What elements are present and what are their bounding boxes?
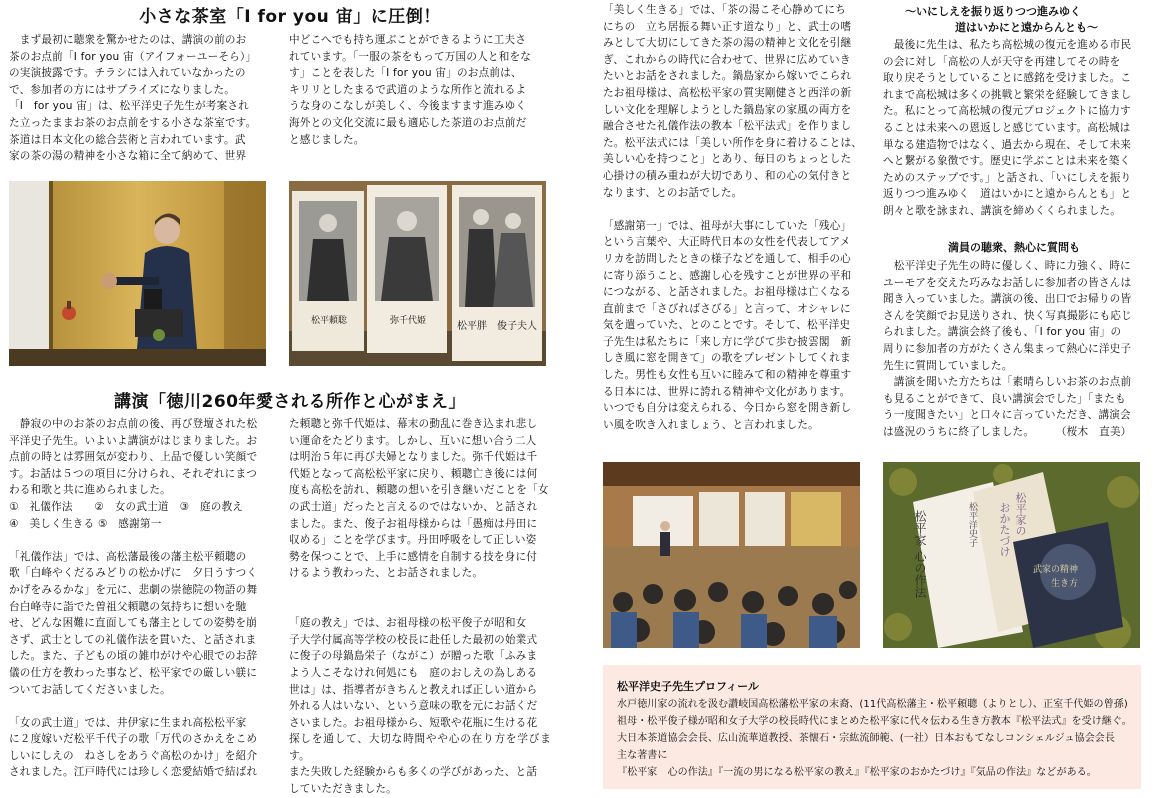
text-line: 直前まで「さびればさびる」と言って、オシャレに (603, 302, 851, 315)
text-column-6a (883, 37, 1145, 220)
text-line: た。私にとって高松城の復元プロジェクトに協力す (883, 105, 1131, 118)
text-line: い運命をたどります。しかし、互いに想い合う二人 (289, 434, 537, 447)
text-column-5 (603, 2, 863, 433)
text-line: さず、武士としての礼儀作法を貫いた、と話されま (9, 633, 257, 646)
text-line: 探しを通して、大切な時間やや心の在り方を学びます。 (289, 733, 551, 762)
text-line: よう人こそなけれ何処にも 庭のおしえの為しある (289, 666, 538, 679)
profile-line: 主な著書に (617, 750, 668, 761)
text-line: の会に対し「高松の人が天守を再建してその時を (883, 55, 1121, 68)
text-line: しき風に窓を開きて」の歌をプレゼントしてくれま (603, 352, 851, 365)
book-title-kokoro: 松平家 心の作法 (913, 510, 927, 598)
profile-line: 水戸徳川家の流れを汲む讃岐国高松藩松平家の末裔、(11代高松藩主・松平頼聰（よりとし）、正室千代姫の曾孫) (617, 699, 1128, 710)
text-line: た頼聰と弥千代姫は、幕末の動乱に巻き込まれ悲し (289, 418, 538, 430)
text-line: 「礼儀作法」では、高松藩最後の藩主松平頼聰の (9, 550, 247, 563)
text-line: れまで高松城は多くの挑戦と繁栄を経験してきまし (883, 88, 1132, 101)
text-line: ④ 美しく生きる ⑤ 感謝第一 (9, 517, 162, 530)
text-line: ついてお話してくださいました。 (9, 683, 171, 696)
text-column-4 (289, 416, 551, 798)
text-line: 勢を保つことで、上手に感情を自制する技を身に付 (289, 550, 538, 563)
text-line: しい文化を理解しようとした鍋島家の家風の両方を (603, 103, 852, 116)
blank-line (289, 599, 551, 616)
text-line: 静寂の中のお茶のお点前の後、再び登壇された松 (9, 418, 258, 430)
text-line: 海外との文化交流に最も適応した茶道のお点前だ (289, 116, 527, 129)
book-dvd-text-2: 生き方 (1051, 579, 1079, 589)
text-line: の実演披露です。チラシには入れていなかったの (9, 67, 246, 80)
profile-heading: 松平洋史子先生プロフィール (617, 680, 759, 693)
text-line: という言葉や、大正時代日本の女性を代表してアメ (603, 236, 851, 249)
blank-line (603, 201, 863, 218)
text-line: わる和歌と共に進められました。 (9, 484, 171, 497)
text-line: ぎ、これからの時代に合わせて、世界に広めていき (603, 53, 851, 66)
text-line: していただきました。 (289, 783, 397, 796)
text-line: 代姫となって高松松平家に戻り、頼聰亡き後には何 (289, 467, 538, 480)
text-line: なります、とのお話でした。 (603, 186, 743, 199)
photo-lecture-hall (603, 462, 860, 648)
text-line: 気を遣っていた、とのことです。そして、松平洋史 (603, 319, 851, 332)
profile-box (603, 665, 1141, 789)
profile-line: 『松平家 心の作法』『一流の男になる松平家の教え』『松平家のおかたづけ』『気品の作法』などがある。 (617, 767, 1097, 778)
text-line: まず最初に聴衆を驚かせたのは、講演の前のお (9, 34, 247, 46)
text-line: う一度聞きたい」と口々に言っていただき、講演会 (883, 409, 1131, 422)
article-title-lecture: 講演「徳川260年愛される所作と心がまえ」 (114, 392, 466, 412)
text-line: ました。また、俊子お祖母様からは「愚痴は丹田に (289, 517, 538, 530)
book-title-okatazuke-1: 松平家の (1014, 492, 1027, 536)
text-line: 外れる人はいない、という意味の歌を元にお話くだ (289, 700, 538, 713)
subheading-audience: 満員の聴衆、熱心に質問も (948, 241, 1080, 254)
text-line: にちの 立ち居振る舞い正す道なり」と、武士の嗜 (603, 20, 852, 33)
text-line: 子先生は私たちに「来し方に学びて歩む披雲閣 新 (603, 335, 852, 348)
photo-tea-demonstration (9, 181, 266, 366)
profile-line: 大日本茶道協会会長、広山流華道教授、茶懐石・宗紘流師範、(一社）日本おもてなしコンシェルジュ協会会長 (617, 733, 1116, 744)
text-line: す」ことを表した「I for you 宙」のお点前は、 (289, 67, 522, 80)
text-line: は明治５年に再び夫婦となりました。弥千代姫は千 (289, 451, 538, 464)
text-line: と感じました。 (289, 133, 365, 146)
profile-line: 祖母・松平俊子様が昭和女子大学の校長時代にまとめた松平家に代々伝わる生き方教本『松平法式』を受け継ぐ。 (617, 716, 1132, 727)
text-line: いつでも自分は変えられる、今日から窓を開き新し (603, 402, 852, 415)
text-line: 単なる建造物ではなく、過去から現在、そして未来 (883, 138, 1132, 151)
caption-yutaka-toshiko: 松平胖 俊子夫人 (457, 321, 537, 332)
caption-yoritoshi: 松平頼聡 (310, 316, 347, 326)
subheading-poem-line1: ～いにしえを振り返りつつ進みゆく (905, 5, 1081, 18)
text-line: 融合させた礼儀作法の教本「松平法式」を作りまし (603, 120, 852, 133)
text-line: も見ることができて、良い講演会でした」「またも (883, 392, 1126, 405)
text-line: しいにしえの ねさしをあうぐ高松のかけ」を紹介 (9, 749, 258, 762)
text-line: す。お話は５つの項目に分けられ、それぞれにまつ (9, 467, 258, 480)
text-line: 「女の武士道」では、井伊家に生まれ高松松平家 (9, 716, 247, 729)
text-line: に２度嫁いだ松平千代子の歌「万代のさかえをこめ (9, 733, 258, 746)
text-line: 美しい心を持つこと」とあり、毎日のちょっとした (603, 153, 852, 166)
blank-line (289, 582, 551, 599)
text-column-2 (289, 32, 551, 148)
text-line: 心掛けの積み重ねが大切であり、和の心の気付きと (603, 169, 852, 182)
subheading-poem-line2: 道はいかにと遠からんとも～ (955, 21, 1098, 34)
text-line: リカを訪問したときの様子などを通して、相手の心 (603, 252, 851, 265)
text-line: ためのステップです。」と話され、「いにしえを振り (883, 171, 1132, 184)
text-line: 松平洋史子先生の時に優しく、時に力強く、時に (883, 260, 1131, 272)
text-line: 点前の時とは雰囲気が変わり、上品で優しい笑顔で (9, 451, 258, 464)
blank-line (9, 698, 271, 715)
text-line: 家の茶の湯の精神を小さな箱に全て納めて、世界 (9, 150, 247, 163)
text-line: 子大学付属高等学校の校長に赴任した最初の始業式 (289, 633, 538, 646)
text-line: は盛況のうちに終了しました。 （桜木 直美） (883, 425, 1132, 438)
text-line: されました。江戸時代には珍しく恋愛結婚で結ばれ (9, 766, 258, 779)
text-line: い風を吹き入れましょう、と言われました。 (603, 418, 819, 431)
text-line: 台白峰寺に詣でた曽祖父頼聰の気持ちに想いを馳 (9, 600, 247, 613)
photo-family-portraits (289, 181, 546, 366)
article-title-tea-room: 小さな茶室「I for you 宙」に圧倒！ (139, 7, 441, 27)
text-line: につながる、と話されました。お祖母様は亡くなる (603, 286, 852, 299)
text-line: た立ったままお茶のお点前をする小さな茶室です。 (9, 116, 257, 129)
text-line: 儀の仕方を教わった事など、松平家での厳しい躾に (9, 666, 258, 679)
text-line: さんを笑顔でお見送りされ、快く写真撮影にも応じ (883, 309, 1132, 322)
text-line: せ、どんな困難に直面しても藩主としての姿勢を崩 (9, 617, 257, 630)
text-column-6b (883, 258, 1145, 441)
text-line: けるよう教わった、とお話されました。 (289, 567, 484, 580)
text-line: 歌「白峰やくだるみどりの松かげに 夕日うすつく (9, 567, 258, 580)
text-line: 「庭の教え」では、お祖母様の松平俊子が昭和女 (289, 617, 527, 630)
text-line: へと繋がる象徴です。歴史に学ぶことは未来を築く (883, 155, 1131, 168)
book-title-okatazuke-2: おかたづけ (998, 502, 1011, 557)
text-line: 「美しく生きる」では、「茶の湯こそ心静めてにち (603, 4, 846, 16)
text-line: られました。講演会終了後も、「I for you 宙」の (883, 326, 1122, 339)
text-line: 講演を聞いた方たちは「素晴らしいお茶のお点前 (883, 376, 1132, 389)
text-line: た。松平法式には「美しい所作を身に着けることは、 (603, 136, 863, 149)
text-line: 中どこへでも持ち運ぶことができるように工夫さ (289, 34, 527, 46)
text-line: キリリとしたまるで武道のような所作と流れるよ (289, 83, 527, 96)
text-line: ユーモアを交えた巧みなお話しに参加者の皆さんは (883, 276, 1132, 289)
text-line: 平洋史子先生。いよいよ講演がはじまりました。お (9, 434, 258, 447)
text-line: 最後に先生は、私たち高松城の復元を進める市民 (883, 39, 1132, 51)
text-column-3 (9, 416, 271, 781)
text-line: 「感謝第一」では、祖母が大事にしていた「残心」 (603, 219, 852, 232)
text-line: した。また、子どもの頃の雑巾がけや心眼でのお辞 (9, 650, 258, 663)
text-line: した。男性も女性も互いに睦みて和の精神を尊重す (603, 369, 852, 382)
text-line: 「I for you 宙」は、松平洋史子先生が考案され (9, 100, 249, 113)
text-line: 取り戻そうとしていることに感銘を受けました。こ (883, 72, 1132, 85)
blank-line (9, 532, 271, 549)
text-line: 度も高松を訪れ、頼聰の想いを引き継いだことを「女 (289, 484, 549, 497)
text-line: 世は」は、指導者がきちんと教えれば正しい道から (289, 683, 538, 696)
book-author: 松平洋史子 (967, 502, 977, 547)
book-dvd-text-1: 武家の精神 (1033, 565, 1079, 575)
text-line: ることは未来への恩返しと感じています。高松城は (883, 121, 1131, 134)
text-line: さいました。お祖母様から、短歌や花瓶に生ける花 (289, 716, 538, 729)
text-line: に寄り添うこと、感謝し心を残すことが世界の平和 (603, 269, 852, 282)
text-line: 先生に質問していました。 (883, 359, 1013, 372)
text-line: 茶のお点前「I for you 宙（アイフォーユーそら）」 (9, 50, 257, 63)
text-line: 返りつつ進みゆく 道はいかにと遠からんとも」と (883, 188, 1132, 201)
photo-books (883, 462, 1140, 648)
text-line: ① 礼儀作法 ② 女の武士道 ③ 庭の教え (9, 500, 244, 513)
text-line: 周りに参加者の方がたくさん集まって熱心に洋史子 (883, 342, 1132, 355)
text-line: で、参加者の方にはサプライズになりました。 (9, 83, 236, 96)
text-line: れています。「一服の茶をもって万国の人と和をな (289, 50, 532, 63)
text-line: 聞き入っていました。講演の後、出口でお帰りの皆 (883, 293, 1132, 306)
text-line: 茶道は日本文化の総合芸術と言われています。武 (9, 133, 246, 146)
text-line: たお祖母様は、高松松平家の質実剛健さと西洋の新 (603, 86, 852, 99)
text-line: かげをみるかな」を元に、悲劇の崇徳院の物語の舞 (9, 583, 258, 596)
text-line: に俊子の母鍋島栄子（ながこ）が贈った歌「ふみま (289, 650, 538, 663)
text-line: うな身のこなしが美しく、今後ますます進みゆく (289, 100, 527, 113)
text-line: たいとお話をされました。鍋島家から嫁いでこられ (603, 70, 852, 83)
text-line: る日本には、世界に誇れる精神や文化があります。 (603, 385, 851, 398)
text-line: 収める」ことを学びます。丹田呼吸をして正しい姿 (289, 534, 537, 547)
text-line: みとして大切にしてきた茶の湯の精神と文化を引継 (603, 37, 852, 50)
caption-yachiyo: 弥千代姫 (389, 316, 426, 326)
text-line: の武士道」だったと言えるのではないか、と話され (289, 500, 538, 513)
text-column-1 (9, 32, 271, 165)
text-line: また失敗した経験からも多くの学びがあった、と話 (289, 766, 538, 779)
text-line: 朗々と歌を詠まれ、講演を締めくくられました。 (883, 204, 1122, 217)
